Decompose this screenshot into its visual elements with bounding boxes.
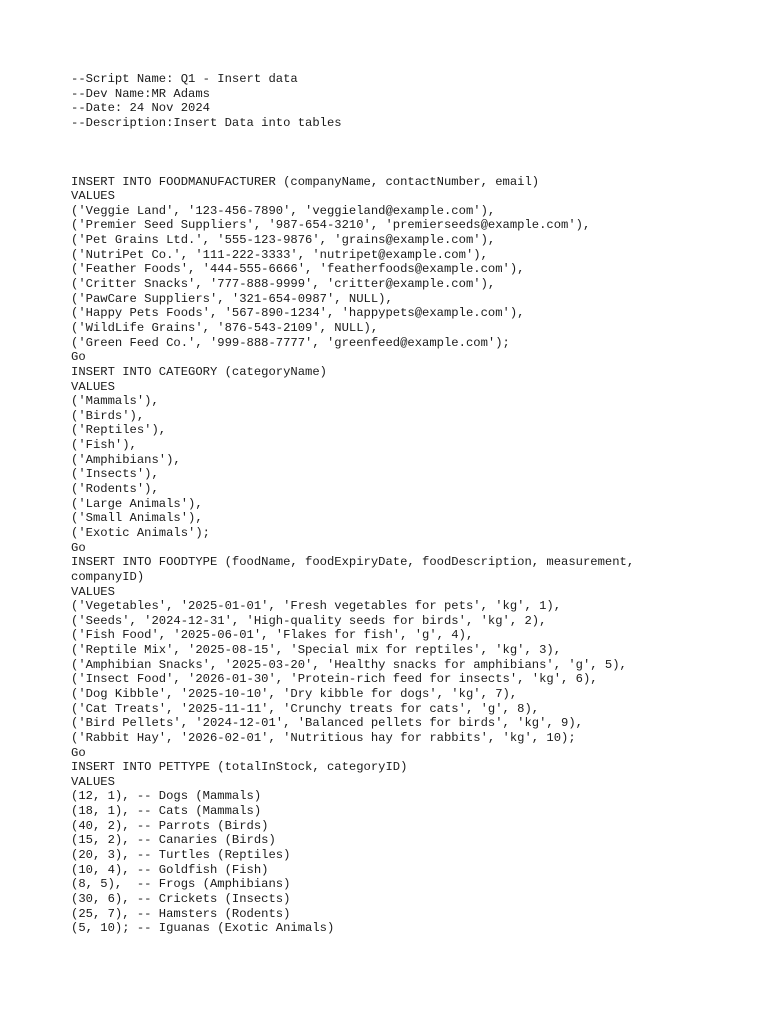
code-line: (30, 6), -- Crickets (Insects) (71, 891, 291, 906)
code-line: ('Happy Pets Foods', '567-890-1234', 'happypets@example.com'), (71, 306, 525, 321)
code-line: ('Insects'), (71, 467, 159, 482)
code-line: (10, 4), -- Goldfish (Fish) (71, 862, 269, 877)
code-line: ('Vegetables', '2025-01-01', 'Fresh vegetables for pets', 'kg', 1), (71, 599, 562, 614)
insert-foodtype-statement (71, 555, 758, 760)
code-line: companyID) (71, 569, 145, 584)
insert-pettype-statement (71, 760, 758, 936)
code-line: ('Veggie Land', '123-456-7890', 'veggieland@example.com'), (71, 203, 496, 218)
header-script-name: --Script Name: Q1 - Insert data (71, 72, 298, 86)
code-line: Go (71, 350, 86, 365)
header-date: --Date: 24 Nov 2024 (71, 101, 210, 116)
code-line: Go (71, 745, 86, 760)
code-line: (20, 3), -- Turtles (Reptiles) (71, 848, 291, 863)
code-line: ('Birds'), (71, 408, 145, 423)
code-line: INSERT INTO PETTYPE (totalInStock, categoryID) (71, 760, 408, 775)
code-line: ('Insect Food', '2026-01-30', 'Protein-rich feed for insects', 'kg', 6), (71, 672, 598, 687)
code-line: ('Pet Grains Ltd.', '555-123-9876', 'grains@example.com'), (71, 233, 496, 248)
code-line: INSERT INTO FOODTYPE (foodName, foodExpiryDate, foodDescription, measurement, (71, 555, 635, 570)
code-line: ('Fish Food', '2025-06-01', 'Flakes for fish', 'g', 4), (71, 628, 474, 643)
sql-document (71, 72, 758, 936)
sql-statements (71, 175, 758, 936)
code-line: ('Critter Snacks', '777-888-9999', 'critter@example.com'), (71, 277, 496, 292)
code-line: INSERT INTO FOODMANUFACTURER (companyName, contactNumber, email) (71, 174, 540, 189)
code-line: ('Amphibian Snacks', '2025-03-20', 'Healthy snacks for amphibians', 'g', 5), (71, 657, 627, 672)
code-line: ('Exotic Animals'); (71, 525, 210, 540)
blank-gap (71, 131, 758, 175)
code-line: ('Cat Treats', '2025-11-11', 'Crunchy treats for cats', 'g', 8), (71, 701, 540, 716)
code-line: ('Rabbit Hay', '2026-02-01', 'Nutritious hay for rabbits', 'kg', 10); (71, 730, 576, 745)
code-line: Go (71, 540, 86, 555)
code-line: ('Fish'), (71, 438, 137, 453)
code-line: ('Dog Kibble', '2025-10-10', 'Dry kibble for dogs', 'kg', 7), (71, 686, 518, 701)
code-line: VALUES (71, 584, 115, 599)
code-line: VALUES (71, 379, 115, 394)
header-description: --Description:Insert Data into tables (71, 115, 342, 130)
code-line: (5, 10); -- Iguanas (Exotic Animals) (71, 921, 335, 936)
code-line: ('Reptiles'), (71, 423, 167, 438)
code-line: (12, 1), -- Dogs (Mammals) (71, 789, 262, 804)
code-line: VALUES (71, 189, 115, 204)
code-line: (25, 7), -- Hamsters (Rodents) (71, 906, 291, 921)
code-line: INSERT INTO CATEGORY (categoryName) (71, 364, 327, 379)
code-line: ('Rodents'), (71, 482, 159, 497)
code-line: VALUES (71, 774, 115, 789)
code-line: (18, 1), -- Cats (Mammals) (71, 804, 262, 819)
insert-foodmanufacturer-statement (71, 175, 758, 365)
code-line: (8, 5), -- Frogs (Amphibians) (71, 877, 291, 892)
code-line: ('Amphibians'), (71, 452, 181, 467)
code-line: ('NutriPet Co.', '111-222-3333', 'nutripet@example.com'), (71, 247, 488, 262)
code-line: ('Premier Seed Suppliers', '987-654-3210', 'premierseeds@example.com'), (71, 218, 591, 233)
code-line: ('Seeds', '2024-12-31', 'High-quality seeds for birds', 'kg', 2), (71, 613, 547, 628)
code-line: (15, 2), -- Canaries (Birds) (71, 833, 276, 848)
script-header-comments (71, 72, 758, 131)
code-line: ('WildLife Grains', '876-543-2109', NULL), (71, 320, 379, 335)
code-line: ('Feather Foods', '444-555-6666', 'featherfoods@example.com'), (71, 262, 525, 277)
code-line: ('Mammals'), (71, 394, 159, 409)
header-dev-name: --Dev Name:MR Adams (71, 86, 210, 101)
code-line: ('Reptile Mix', '2025-08-15', 'Special mix for reptiles', 'kg', 3), (71, 643, 562, 658)
code-line: ('PawCare Suppliers', '321-654-0987', NULL), (71, 291, 393, 306)
code-line: ('Large Animals'), (71, 496, 203, 511)
insert-category-statement (71, 365, 758, 555)
code-line: ('Bird Pellets', '2024-12-01', 'Balanced pellets for birds', 'kg', 9), (71, 716, 583, 731)
code-line: (40, 2), -- Parrots (Birds) (71, 818, 269, 833)
code-line: ('Small Animals'), (71, 511, 203, 526)
code-line: ('Green Feed Co.', '999-888-7777', 'greenfeed@example.com'); (71, 335, 510, 350)
